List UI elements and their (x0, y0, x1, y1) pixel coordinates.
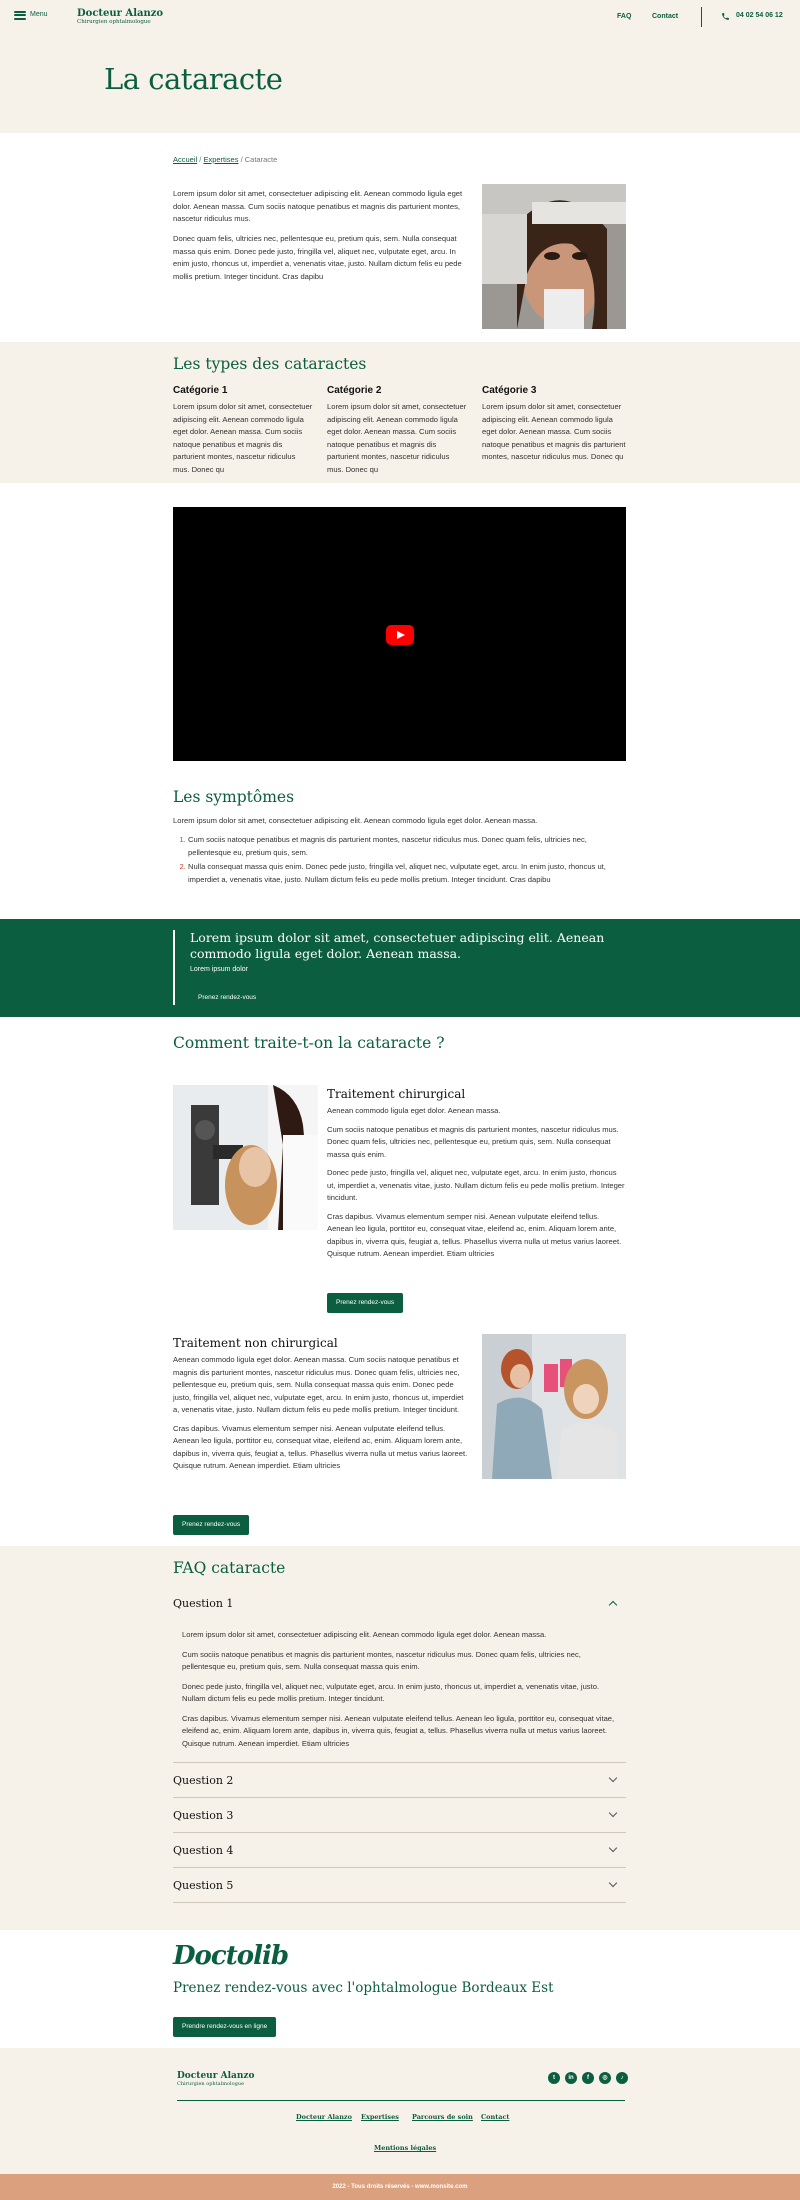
chevron-down-icon[interactable] (609, 1774, 617, 1782)
breadcrumb-separator: / (240, 155, 243, 164)
video-player[interactable] (173, 507, 626, 761)
type-card-3 (482, 383, 626, 464)
symptoms-list (173, 834, 626, 888)
breadcrumb-home[interactable]: Accueil (173, 155, 198, 164)
banner-quote: Lorem ipsum dolor sit amet, consectetuer adipiscing elit. Aenean commodo ligula eget dolor. Aenean massa. (190, 930, 605, 961)
logo-subtitle: Chirurgien ophtalmologue (77, 19, 151, 25)
breadcrumb-expertises[interactable]: Expertises (203, 155, 239, 164)
treatment-title: Comment traite-t-on la cataracte ? (173, 1034, 445, 1052)
nav-divider (701, 7, 702, 27)
surgical-appointment-button[interactable]: Prenez rendez-vous (327, 1293, 403, 1313)
faq-item-open (173, 1590, 626, 1763)
hamburger-icon (14, 11, 26, 20)
faq-question[interactable]: Question 2 (173, 1774, 234, 1787)
faq-answer-paragraph: Lorem ipsum dolor sit amet, consectetuer adipiscing elit. Aenean commodo ligula eget dolor. Aenean massa. (182, 1630, 547, 1639)
faq-question[interactable]: Question 3 (173, 1809, 234, 1822)
phone-icon (721, 12, 730, 21)
chevron-down-icon[interactable] (609, 1809, 617, 1817)
menu-button[interactable] (14, 10, 48, 21)
surgical-paragraph-2: Cum sociis natoque penatibus et magnis dis parturient montes, nascetur ridiculus mus. Donec quam felis, ultricies nec, pellentesque eu, pretium quis, sem. Nulla consequat massa quis enim. (327, 1124, 619, 1159)
twitter-icon[interactable]: t (548, 2072, 560, 2084)
quote-bar (173, 930, 175, 1005)
chevron-up-icon[interactable] (609, 1601, 617, 1609)
site-logo[interactable] (77, 8, 163, 26)
eye-exam-image (482, 184, 626, 329)
breadcrumb-separator: / (199, 155, 202, 164)
surgical-treatment-image (173, 1085, 318, 1230)
non-surgical-title: Traitement non chirurgical (173, 1336, 338, 1350)
linkedin-icon[interactable]: in (565, 2072, 577, 2084)
social-links (548, 2072, 628, 2084)
instagram-icon[interactable]: ◎ (599, 2072, 611, 2084)
facebook-icon[interactable]: f (582, 2072, 594, 2084)
non-surgical-paragraph-2: Cras dapibus. Vivamus elementum semper nisi. Aenean vulputate eleifend tellus. Aenean leo ligula, porttitor eu, consequat vitae, eleifend ac, enim. Aliquam lorem ante, dapibus in, viverra quis, feugiat a, tellus. Phasellus viverra nulla ut metus varius laoreet. Quisque rutrum. Aenean imperdiet. Etiam ultricies (173, 1423, 468, 1470)
faq-question[interactable]: Question 1 (173, 1597, 234, 1610)
nav-contact[interactable]: Contact (652, 13, 679, 20)
type-card-text: Lorem ipsum dolor sit amet, consectetuer adipiscing elit. Aenean commodo ligula eget dolor. Aenean massa. Cum sociis natoque penatibus et magnis dis parturient montes, nascetur ridiculus mus. Donec qu (327, 402, 467, 474)
top-nav (0, 0, 800, 34)
type-card-2 (327, 383, 467, 476)
phone-link[interactable] (721, 11, 783, 22)
faq-question[interactable]: Question 5 (173, 1879, 234, 1892)
surgical-title: Traitement chirurgical (327, 1087, 466, 1101)
type-card-1 (173, 383, 313, 476)
breadcrumb-current: Cataracte (244, 155, 278, 164)
footer-logo-name: Docteur Alanzo (177, 2071, 255, 2081)
surgical-paragraph-1: Aenean commodo ligula eget dolor. Aenean massa. (327, 1106, 501, 1115)
faq-item[interactable] (173, 1798, 626, 1833)
faq-item[interactable] (173, 1833, 626, 1868)
surgical-paragraph-4: Cras dapibus. Vivamus elementum semper nisi. Aenean vulputate eleifend tellus. Aenean leo ligula, porttitor eu, consequat vitae, eleifend ac, enim. Aliquam lorem ante, dapibus in, viverra quis, feugiat a, tellus. Phasellus viverra nulla ut metus varius laoreet. Quisque rutrum. Aenean imperdiet. Etiam ultricies (327, 1211, 622, 1258)
non-surgical-treatment-image (482, 1334, 626, 1479)
doctolib-title: Prenez rendez-vous avec l'ophtalmologue Bordeaux Est (173, 1980, 554, 1996)
phone-number: 04 02 54 06 12 (736, 12, 783, 19)
non-surgical-appointment-button[interactable]: Prenez rendez-vous (173, 1515, 249, 1535)
footer-link-expertises[interactable]: Expertises (361, 2113, 399, 2121)
faq-title: FAQ cataracte (173, 1559, 286, 1577)
chevron-down-icon[interactable] (609, 1844, 617, 1852)
footer-logo-subtitle: Chirurgien ophtalmologue (177, 2081, 244, 2087)
non-surgical-paragraph-1: Aenean commodo ligula eget dolor. Aenean massa. Cum sociis natoque penatibus et magnis dis parturient montes, nascetur ridiculus mus. Donec quam felis, ultricies nec, pellentesque eu, pretium quis, sem. Nulla consequat massa quis enim. Donec pede justo, fringilla vel, aliquet nec, vulputate eget, arcu. In enim justo, rhoncus ut, imperdiet a, venenatis vitae, justo. Nullam dictum felis eu pede mollis pretium. Integer tincidunt. (173, 1355, 464, 1414)
faq-question[interactable]: Question 4 (173, 1844, 234, 1857)
footer-link-docteur[interactable]: Docteur Alanzo (296, 2113, 352, 2121)
nav-faq[interactable]: FAQ (617, 13, 632, 20)
symptoms-title: Les symptômes (173, 788, 295, 806)
chevron-down-icon[interactable] (609, 1879, 617, 1887)
youtube-play-icon[interactable] (386, 625, 414, 645)
footer-link-parcours[interactable]: Parcours de soin (412, 2113, 473, 2121)
intro-paragraph-2: Donec quam felis, ultricies nec, pellentesque eu, pretium quis, sem. Nulla consequat massa quis enim. Donec pede justo, fringilla vel, aliquet nec, vulputate eget, arcu. In enim justo, rhoncus ut, imperdiet a, venenatis vitae, justo. Nullam dictum felis eu pede mollis pretium. Integer tincidunt. Cras dapibu (173, 234, 462, 281)
surgical-paragraph-3: Donec pede justo, fringilla vel, aliquet nec, vulputate eget, arcu. In enim justo, rhoncus ut, imperdiet a, venenatis vitae, justo. Nullam dictum felis eu pede mollis pretium. Integer tincidunt. (327, 1168, 625, 1202)
symptoms-intro: Lorem ipsum dolor sit amet, consectetuer adipiscing elit. Aenean commodo ligula eget dolor. Aenean massa. (173, 816, 538, 825)
footer (0, 2048, 800, 2174)
footer-link-contact[interactable]: Contact (481, 2113, 510, 2121)
faq-item[interactable] (173, 1868, 626, 1903)
faq-answer-paragraph: Donec pede justo, fringilla vel, aliquet nec, vulputate eget, arcu. In enim justo, rhoncus ut, imperdiet a, venenatis vitae, justo. Nullam dictum felis eu pede mollis pretium. Integer tincidunt. (182, 1681, 600, 1703)
intro-paragraph-1: Lorem ipsum dolor sit amet, consectetuer adipiscing elit. Aenean commodo ligula eget dolor. Aenean massa. Cum sociis natoque penatibus et magnis dis parturient montes, nascetur ridiculus mus. (173, 189, 463, 223)
footer-link-legal[interactable]: Mentions légales (374, 2144, 437, 2152)
tiktok-icon[interactable]: ♪ (616, 2072, 628, 2084)
menu-label: Menu (30, 11, 48, 18)
non-surgical-treatment (173, 1334, 471, 1473)
banner-appointment-button[interactable]: Prenez rendez-vous (198, 994, 257, 1001)
type-card-title: Catégorie 3 (482, 385, 537, 396)
list-item: 1. Cum sociis natoque penatibus et magnis dis parturient montes, nascetur ridiculus mus. Donec quam felis, ultricies nec, pellentesque eu, pretium quis, sem. (188, 834, 626, 859)
faq-answer (182, 1629, 622, 1750)
footer-logo[interactable] (177, 2071, 254, 2088)
faq-item[interactable] (173, 1763, 626, 1798)
faq-answer-paragraph: Cum sociis natoque penatibus et magnis dis parturient montes, nascetur ridiculus mus. Donec quam felis, ultricies nec, pellentesque eu, pretium quis, sem. Nulla consequat massa quis enim. (182, 1649, 581, 1671)
doctolib-logo[interactable]: Doctolib (173, 1941, 289, 1971)
type-card-title: Catégorie 1 (173, 385, 228, 396)
doctolib-booking-button[interactable]: Prendre rendez-vous en ligne (173, 2017, 276, 2037)
copyright-bar (0, 2174, 800, 2200)
banner-small-text: Lorem ipsum dolor (190, 966, 248, 973)
footer-divider (177, 2100, 625, 2101)
type-card-text: Lorem ipsum dolor sit amet, consectetuer adipiscing elit. Aenean commodo ligula eget dolor. Aenean massa. Cum sociis natoque penatibus et magnis dis parturient montes, nascetur ridiculus mus. Donec qu (482, 402, 626, 461)
faq-answer-paragraph: Cras dapibus. Vivamus elementum semper nisi. Aenean vulputate eleifend tellus. Aenean leo ligula, porttitor eu, consequat vitae, eleifend ac, enim. Aliquam lorem ante, dapibus in, viverra quis, feugiat a, tellus. Phasellus viverra nulla ut metus varius laoreet. Quisque rutrum. Aenean imperdiet. Etiam ultricies (182, 1713, 615, 1748)
surgical-treatment (327, 1085, 626, 1261)
copyright-text: 2022 - Tous droits réservés - www.monsite.com (332, 2183, 468, 2190)
types-title: Les types des cataractes (173, 355, 367, 373)
quote-banner (0, 919, 800, 1017)
breadcrumb (173, 154, 277, 165)
page-title: La cataracte (104, 62, 283, 96)
logo-name: Docteur Alanzo (77, 8, 164, 19)
type-card-text: Lorem ipsum dolor sit amet, consectetuer adipiscing elit. Aenean commodo ligula eget dolor. Aenean massa. Cum sociis natoque penatibus et magnis dis parturient montes, nascetur ridiculus mus. Donec qu (173, 402, 313, 474)
type-card-title: Catégorie 2 (327, 385, 382, 396)
list-item: 2. Nulla consequat massa quis enim. Donec pede justo, fringilla vel, aliquet nec, vulputate eget, arcu. In enim justo, rhoncus ut, imperdiet a, venenatis vitae, justo. Nullam dictum felis eu pede mollis pretium. Integer tincidunt. Cras dapibu (188, 861, 626, 886)
